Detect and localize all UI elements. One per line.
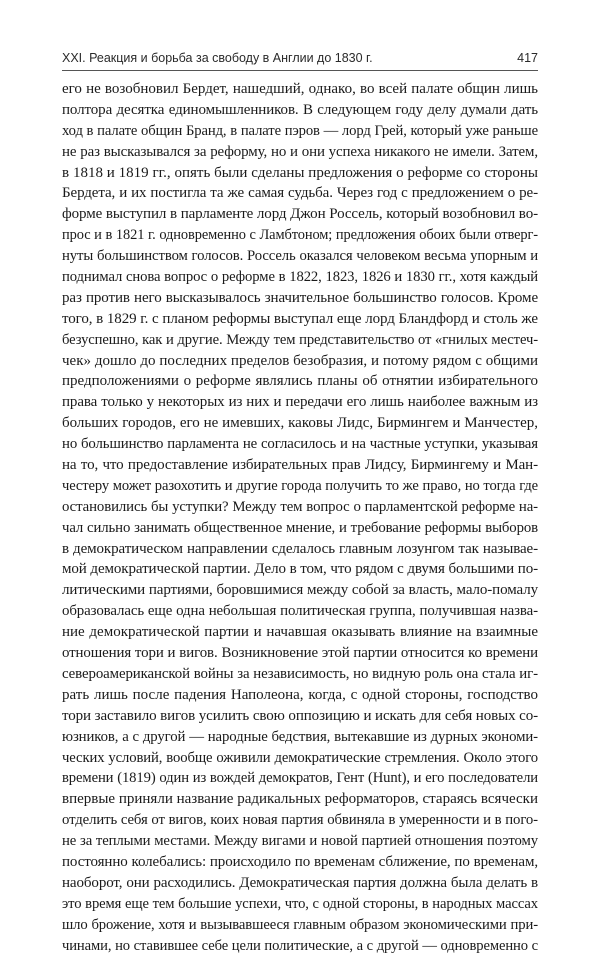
- text-line: полтора десятка единомышленников. В следующем году делу думали дать: [62, 101, 538, 118]
- text-line: шло брожение, хотя и вызывавшееся главным образом экономическими при-: [62, 916, 538, 933]
- text-line: постоянно колебались: происходило по временам сближение, по временам,: [62, 853, 538, 870]
- text-line: это время еще тем большие успехи, что, с одной стороны, в народных массах: [62, 895, 538, 912]
- text-line: североамериканской войны за независимость, но видную роль она стала иг-: [62, 665, 538, 682]
- text-line: юзников, а с другой — народные бедствия, вытекавшие из дурных экономи-: [62, 728, 538, 745]
- text-line: чинами, но ставившее себе цели политические, а с другой — одновременно с: [62, 937, 538, 954]
- text-line: чал сильно занимать общественное мнение, и требование реформы выборов: [62, 519, 538, 536]
- text-line: нуты большинством голосов. Россель оказался человеком весьма упорным и: [62, 248, 538, 265]
- text-line: в 1818 и 1819 гг., опять были сделаны предложения о реформе со стороны: [62, 164, 538, 181]
- body-text: [62, 79, 538, 956]
- text-line: не за теплыми местами. Между вигами и новой партией отношения поэтому: [62, 833, 538, 850]
- text-line: ход в палате общин Бранд, в палате пэров — лорд Грей, который уже раньше: [62, 122, 538, 139]
- text-line: форме выступил в парламенте лорд Джон Россель, который возобновил во-: [62, 206, 538, 223]
- text-line: безуспешно, как и другие. Между тем представительство от «гнилых местеч-: [62, 331, 538, 348]
- text-line: но большинство парламента не согласилось и на частные уступки, указывая: [62, 436, 538, 453]
- text-line: образовалась еще одна небольшая политическая группа, получившая назва-: [62, 603, 538, 620]
- text-line: отделить себя от вигов, коих новая партия обвиняла в умеренности и в пого-: [62, 812, 538, 829]
- text-line: отношения тори и вигов. Возникновение этой партии относится ко времени: [62, 645, 538, 662]
- text-line: остановились бы уступки? Между тем вопрос о парламентской реформе на-: [62, 498, 538, 515]
- text-line: ние демократической партии и начавшая оказывать влияние на взаимные: [62, 624, 538, 641]
- text-line: честеру может разохотить и другие города получить то же право, но тогда где: [62, 477, 538, 494]
- text-line: чек» дошло до последних пределов безобразия, и потому рядом с общими: [62, 352, 538, 369]
- text-line: не раз высказывался за реформу, но и они успеха никакого не имели. Затем,: [62, 143, 538, 160]
- text-line: предположениями о реформе являлись планы об отнятии избирательного: [62, 373, 538, 390]
- text-line: мой демократической партии. Дело в том, что рядом с двумя большими по-: [62, 561, 538, 578]
- running-header: [62, 48, 538, 71]
- text-line: Бердета, и их постигла та же самая судьба. Через год с предложением о ре-: [62, 185, 538, 202]
- text-line: наоборот, они расходились. Демократическая партия должна была делать в: [62, 874, 538, 891]
- text-line: прос и в 1821 г. одновременно с Ламбтоном; предложения обоих были отверг-: [62, 227, 538, 244]
- text-line: в демократическом направлении сделалось главным лозунгом так называе-: [62, 540, 538, 557]
- text-line: его не возобновил Бердет, нашедший, однако, во всей палате общин лишь: [62, 81, 538, 97]
- text-line: на то, что предоставление избирательных прав Лидсу, Бирмингему и Ман-: [62, 457, 538, 474]
- text-line: времени (1819) один из вождей демократов, Гент (Hunt), и его последователи: [62, 770, 538, 787]
- text-line: права только у некоторых из них и передачи его лишь наиболее важным из: [62, 394, 538, 411]
- text-line: ческих условий, вообще оживили демократические стремления. Около этого: [62, 749, 538, 766]
- text-line: тори заставило вигов усилить свою оппозицию и искать для себя новых со-: [62, 707, 538, 724]
- text-line: раз против него высказывалось значительное большинство голосов. Кроме: [62, 289, 538, 306]
- text-line: впервые приняли название радикальных реформаторов, стараясь всячески: [62, 791, 538, 808]
- text-line: поднимал снова вопрос о реформе в 1822, 1823, 1826 и 1830 гг., хотя каждый: [62, 269, 538, 286]
- text-line: того, в 1829 г. с планом реформы выступал еще лорд Бландфорд и столь же: [62, 310, 538, 327]
- text-line: литическими партиями, боровшимися между собой за власть, мало-помалу: [62, 582, 538, 599]
- chapter-title: XXI. Реакция и борьба за свободу в Англии до 1830 г.: [62, 51, 373, 65]
- page-number: 417: [517, 51, 538, 65]
- text-line: больших городов, его не имевших, каковы Лидс, Бирмингем и Манчестер,: [62, 415, 538, 432]
- text-line: рать лишь после падения Наполеона, когда, с одной стороны, господство: [62, 686, 538, 703]
